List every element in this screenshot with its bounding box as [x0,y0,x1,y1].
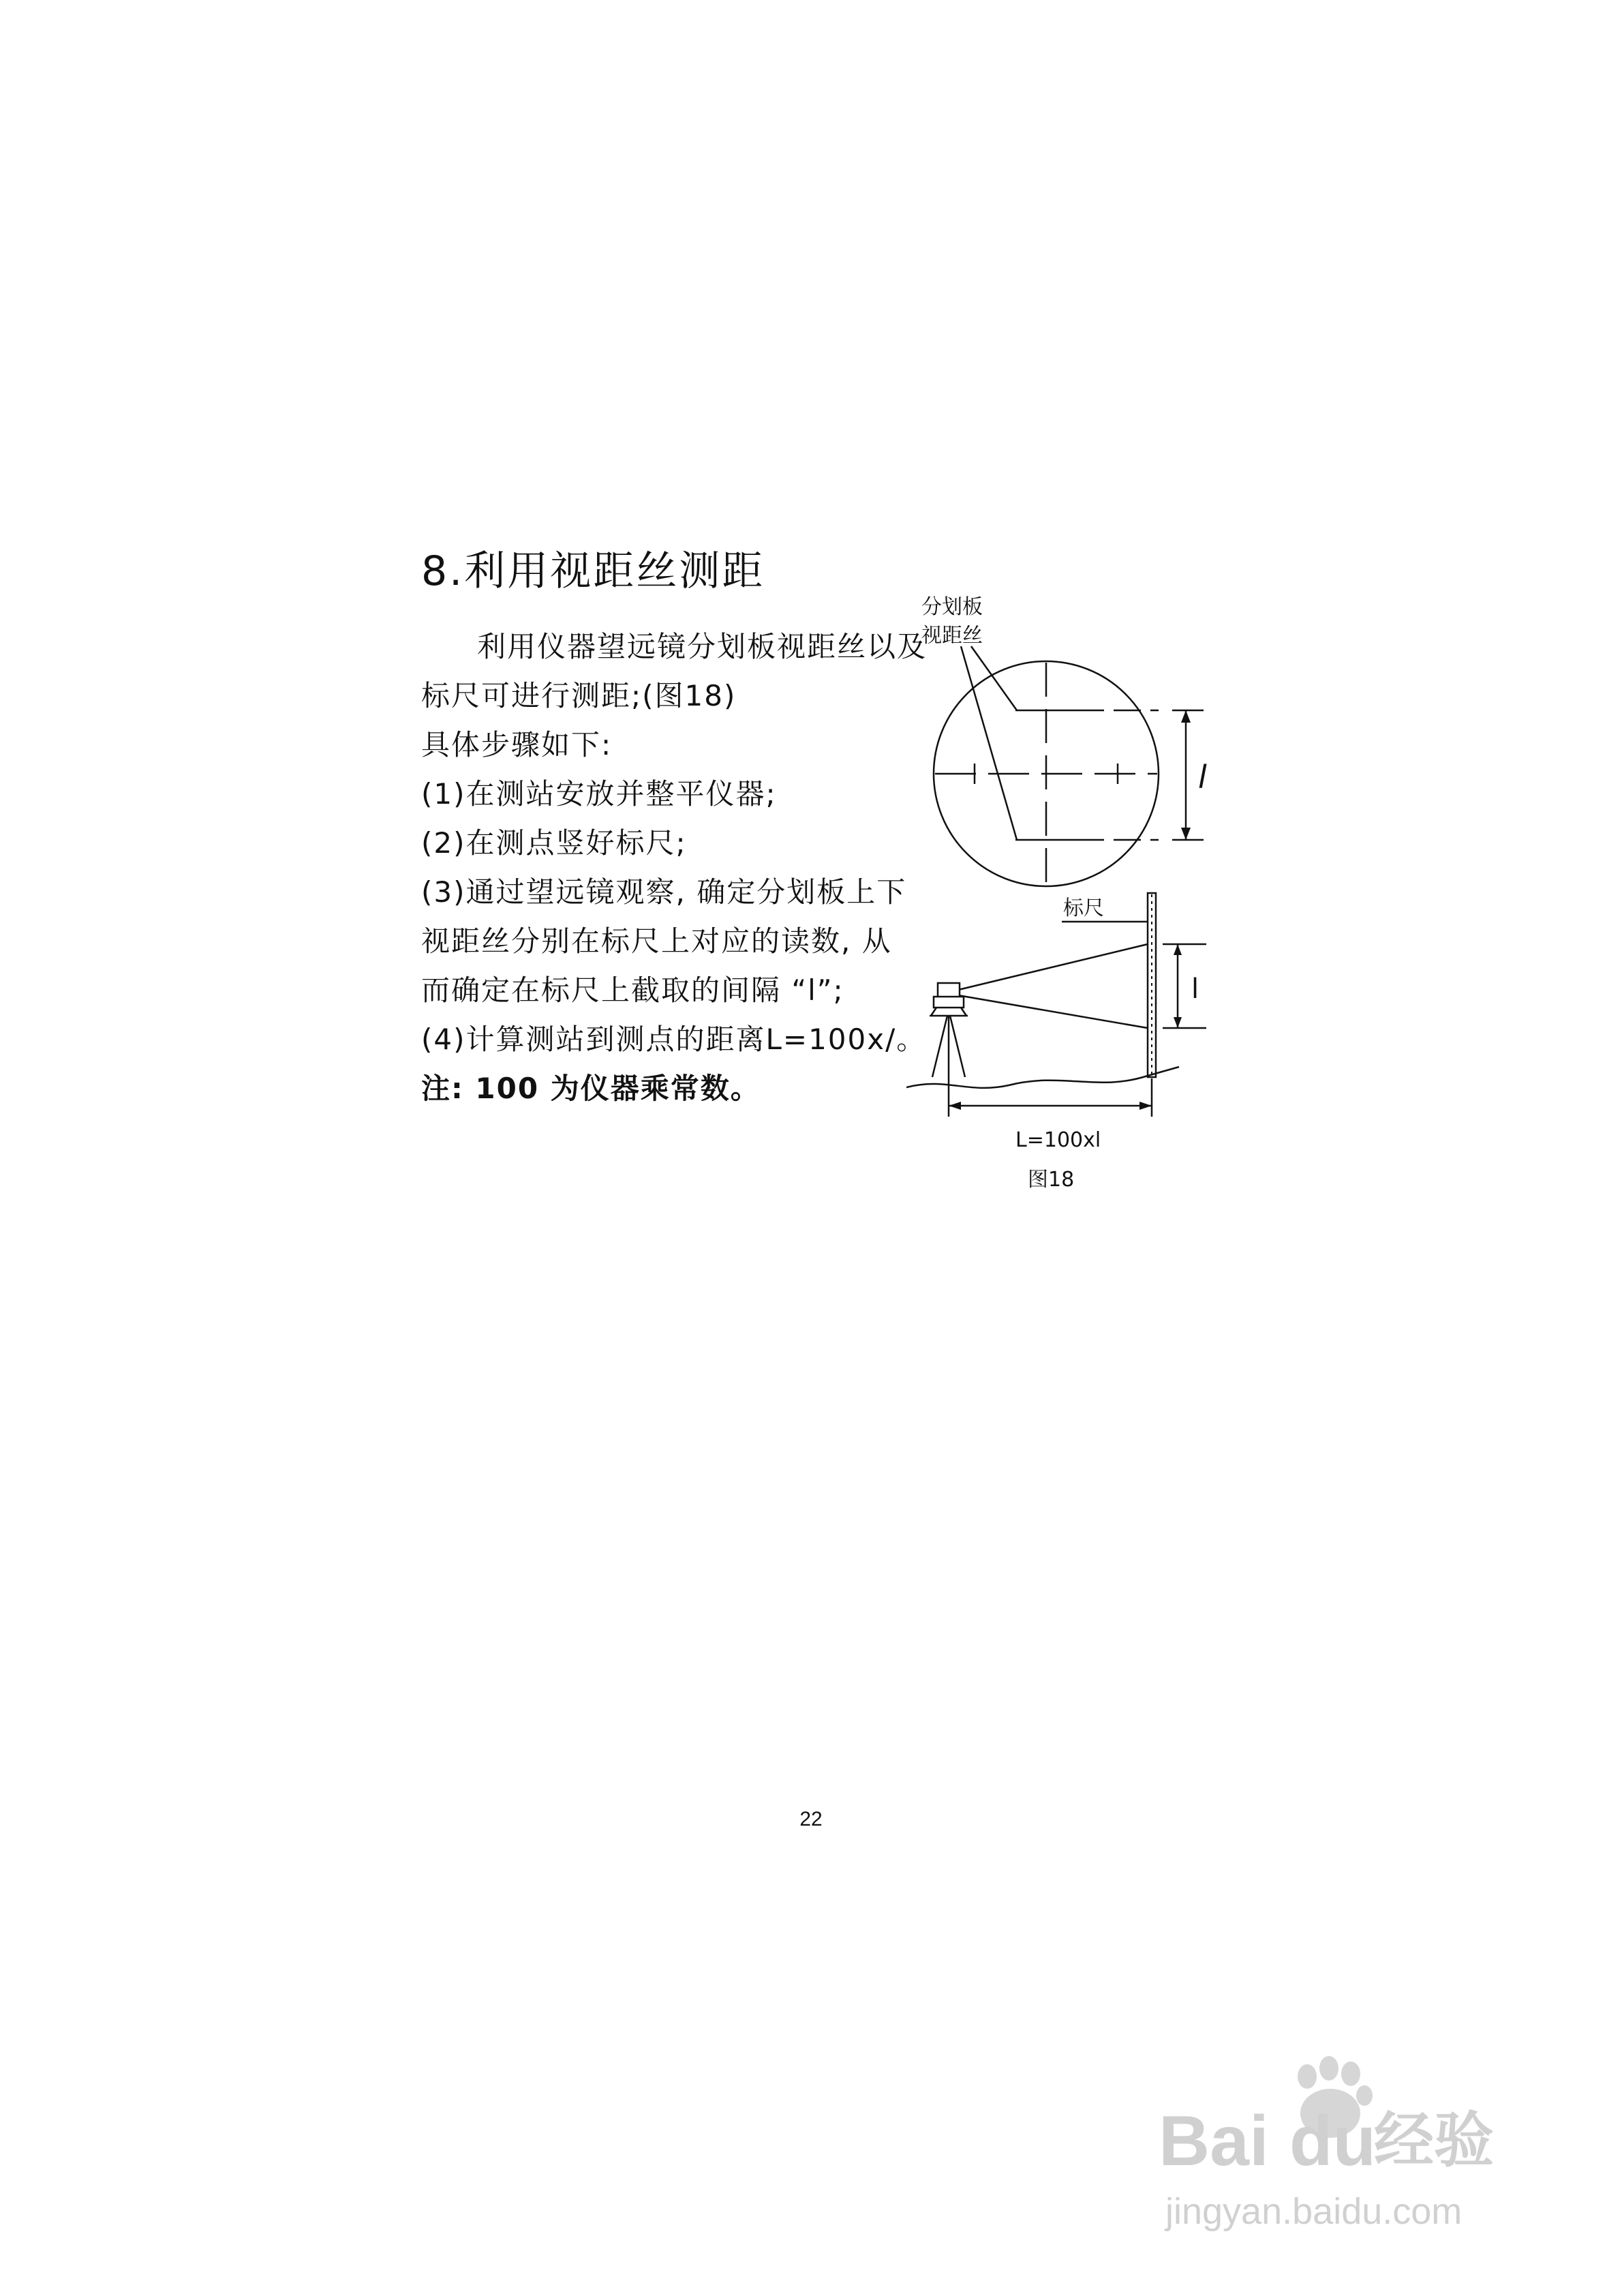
reticle-label-line2: 视距丝 [921,624,983,648]
figure-18 [906,586,1234,1200]
section-heading: 8.利用视距丝测距 [421,547,765,595]
paragraph-line-2: 标尺可进行测距;(图18) [421,679,737,712]
instrument-base [934,997,964,1008]
step-4: (4)计算测站到测点的距离L=100x/。 [421,1023,927,1056]
ground-line [906,1067,1179,1088]
step-1: (1)在测站安放并整平仪器; [421,777,777,811]
staff-dim-arrow-down [1174,1017,1182,1028]
leader-line-lower [961,646,1017,840]
sight-lines [958,944,1206,1028]
step-3-line-1: (3)通过望远镜观察, 确定分划板上下 [421,875,907,909]
watermark-brand-du: du [1289,2102,1377,2181]
interval-label-plain: l [1191,973,1199,1005]
baidu-jingyan-watermark [1152,2045,1533,2250]
dim-arrow-up [1181,710,1191,723]
paragraph-line-3: 具体步骤如下: [421,728,613,761]
watermark-cn: 经验 [1374,2106,1495,2174]
upper-sight-line [958,944,1148,990]
telescope-body [938,983,960,998]
tripod-leg-right [950,1016,965,1077]
leader-line-upper [971,646,1017,710]
page-number: 22 [799,1808,823,1830]
step-3-line-3: 而确定在标尺上截取的间隔 “l”; [421,973,844,1007]
distance-arrow-right [1139,1102,1152,1110]
staff-dim-arrow-up [1174,944,1182,955]
lower-sight-line [958,995,1148,1028]
reticle-diagram [934,646,1204,886]
figure-caption: 图18 [1028,1168,1075,1192]
base-right [961,1008,966,1016]
paragraph-line-1: 利用仪器望远镜分划板视距丝以及 [477,630,928,663]
note: 注: 100 为仪器乘常数。 [421,1072,761,1105]
interval-label-italic: l [1198,759,1207,796]
base-left [931,1008,936,1016]
distance-arrow-left [949,1102,961,1110]
reticle-label-line1: 分划板 [921,595,983,619]
leveling-staff [1148,893,1156,1077]
watermark-url: jingyan.baidu.com [1165,2191,1463,2232]
distance-formula: L=100xl [1015,1128,1101,1152]
theodolite-instrument [930,983,968,1080]
step-2: (2)在测点竖好标尺; [421,826,687,860]
step-3-line-2: 视距丝分别在标尺上对应的读数, 从 [421,924,892,958]
distance-dimension [949,1078,1152,1117]
watermark-brand: Bai [1159,2102,1269,2181]
tripod-leg-left [932,1016,947,1077]
dim-arrow-down [1181,828,1191,840]
staff-label: 标尺 [1063,896,1104,920]
